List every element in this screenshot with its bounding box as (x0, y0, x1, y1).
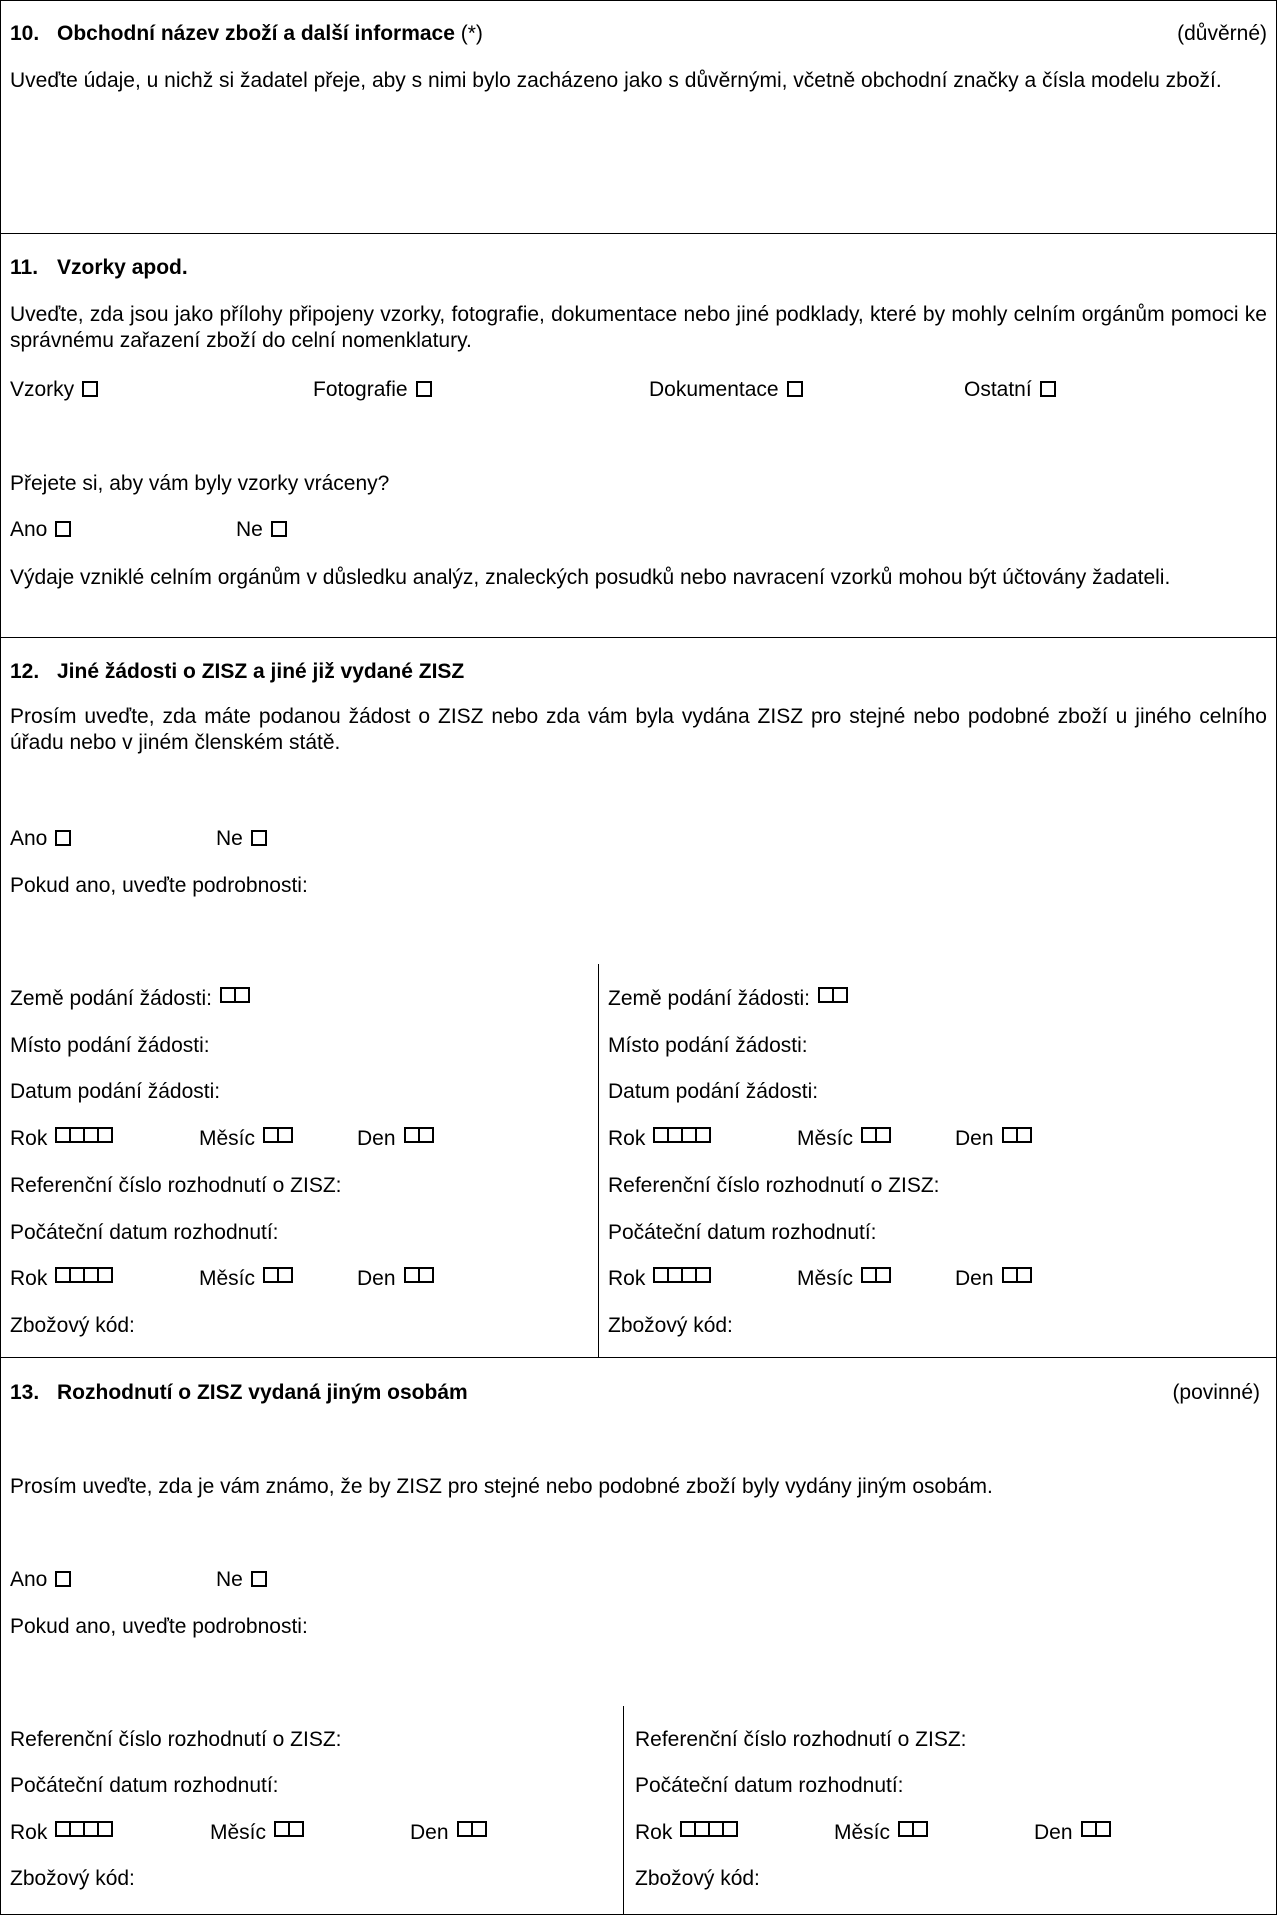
return-yes-checkbox[interactable] (55, 521, 71, 537)
section-13-title: Rozhodnutí o ZISZ vydaná jiným osobám (57, 1381, 468, 1404)
s12-left-start-year (10, 1266, 111, 1292)
s12-left-date-year (10, 1126, 111, 1152)
month-boxes[interactable] (861, 1127, 889, 1145)
day-label: Den (955, 1127, 994, 1150)
month-boxes[interactable] (898, 1821, 926, 1839)
s12-left-date-day (357, 1126, 432, 1152)
return-yes-option (10, 517, 71, 543)
costs-note: Výdaje vzniklé celním orgánům v důsledku analýz, znaleckých posudků nebo navracení vzorků mohou být účtovány žadateli. (10, 566, 1171, 589)
s13-yes-label: Ano (10, 1568, 48, 1591)
section-10-text: Uveďte údaje, u nichž si žadatel přeje, aby s nimi bylo zacházeno jako s důvěrnými, včetně obchodní značky a čísla modelu zboží. (10, 69, 1222, 92)
section-10-asterisk: (*) (460, 22, 483, 45)
section-10-tag: (důvěrné) (1177, 22, 1267, 45)
samples-option (10, 377, 98, 403)
country-code-boxes[interactable] (220, 987, 248, 1005)
other-checkbox[interactable] (1040, 381, 1056, 397)
s12-left-date: Datum podání žádosti: (10, 1080, 221, 1103)
docs-option (649, 377, 803, 403)
s12-right-place: Místo podání žádosti: (608, 1034, 808, 1057)
day-boxes[interactable] (1002, 1127, 1030, 1145)
year-boxes[interactable] (55, 1267, 111, 1285)
year-boxes[interactable] (55, 1821, 111, 1839)
return-no-checkbox[interactable] (271, 521, 287, 537)
s12-no-label: Ne (216, 827, 243, 850)
s12-left-date-month (199, 1126, 291, 1152)
section-10-title: Obchodní název zboží a další informace (57, 22, 455, 45)
s12-right-start: Počáteční datum rozhodnutí: (608, 1221, 877, 1244)
s12-right-date: Datum podání žádosti: (608, 1080, 819, 1103)
s12-right-date-month (797, 1126, 889, 1152)
s13-right-code: Zbožový kód: (635, 1867, 760, 1890)
other-option (964, 377, 1056, 403)
s12-right-country (608, 986, 846, 1012)
s13-left-start: Počáteční datum rozhodnutí: (10, 1774, 279, 1797)
s13-left-year (10, 1820, 111, 1846)
s12-right-start-year (608, 1266, 709, 1292)
divider-12 (0, 637, 1277, 638)
year-boxes[interactable] (680, 1821, 736, 1839)
day-boxes[interactable] (404, 1267, 432, 1285)
s12-yes-label: Ano (10, 827, 48, 850)
section-11-title: Vzorky apod. (57, 256, 188, 279)
section-13-text: Prosím uveďte, zda je vám známo, že by ZISZ pro stejné nebo podobné zboží byly vydány jiným osobám. (10, 1475, 993, 1498)
section-11-number: 11. (10, 256, 39, 279)
s12-left-place: Místo podání žádosti: (10, 1034, 210, 1057)
docs-checkbox[interactable] (787, 381, 803, 397)
s12-left-code: Zbožový kód: (10, 1314, 135, 1337)
day-boxes[interactable] (1002, 1267, 1030, 1285)
country-label: Země podání žádosti: (608, 987, 810, 1010)
month-label: Měsíc (797, 1127, 854, 1150)
s12-left-start-month (199, 1266, 291, 1292)
month-boxes[interactable] (263, 1127, 291, 1145)
s12-right-date-year (608, 1126, 709, 1152)
day-boxes[interactable] (404, 1127, 432, 1145)
s13-no-option (216, 1567, 267, 1593)
s12-yes-option (10, 826, 71, 852)
month-boxes[interactable] (263, 1267, 291, 1285)
day-label: Den (1034, 1821, 1073, 1844)
day-label: Den (410, 1821, 449, 1844)
month-label: Měsíc (797, 1267, 854, 1290)
s12-no-option (216, 826, 267, 852)
year-label: Rok (608, 1267, 646, 1290)
return-yes-label: Ano (10, 518, 48, 541)
photos-checkbox[interactable] (416, 381, 432, 397)
section-11-text: Uveďte, zda jsou jako přílohy připojeny vzorky, fotografie, dokumentace nebo jiné podklady, které by mohly celním orgánům pomoci ke správnému zařazení zboží do celní nomenklatury. (10, 303, 1267, 352)
day-label: Den (955, 1267, 994, 1290)
return-no-option (236, 517, 287, 543)
s12-right-start-month (797, 1266, 889, 1292)
samples-label: Vzorky (10, 378, 75, 401)
section-13-tag: (povinné) (1172, 1381, 1260, 1404)
month-label: Měsíc (834, 1821, 891, 1844)
s13-left-ref: Referenční číslo rozhodnutí o ZISZ: (10, 1728, 342, 1751)
s13-left-day (410, 1820, 485, 1846)
divider-13-columns (623, 1706, 624, 1915)
month-label: Měsíc (199, 1267, 256, 1290)
s13-right-month (834, 1820, 926, 1846)
divider-11 (0, 233, 1277, 234)
s13-no-label: Ne (216, 1568, 243, 1591)
s12-left-country (10, 986, 248, 1012)
s13-right-ref: Referenční číslo rozhodnutí o ZISZ: (635, 1728, 967, 1751)
s13-right-year (635, 1820, 736, 1846)
divider-13 (0, 1357, 1277, 1358)
s12-yes-checkbox[interactable] (55, 830, 71, 846)
s12-right-start-day (955, 1266, 1030, 1292)
s12-right-date-day (955, 1126, 1030, 1152)
section-10-heading (57, 21, 483, 47)
year-boxes[interactable] (653, 1127, 709, 1145)
s12-right-ref: Referenční číslo rozhodnutí o ZISZ: (608, 1174, 940, 1197)
section-13-number: 13. (10, 1381, 40, 1404)
s12-left-start-day (357, 1266, 432, 1292)
s13-no-checkbox[interactable] (251, 1571, 267, 1587)
samples-checkbox[interactable] (82, 381, 98, 397)
return-question: Přejete si, aby vám byly vzorky vráceny? (10, 472, 390, 495)
year-label: Rok (608, 1127, 646, 1150)
day-boxes[interactable] (457, 1821, 485, 1839)
photos-label: Fotografie (313, 378, 408, 401)
s13-yes-option (10, 1567, 71, 1593)
s13-left-code: Zbožový kód: (10, 1867, 135, 1890)
s12-right-code: Zbožový kód: (608, 1314, 733, 1337)
s13-left-month (210, 1820, 302, 1846)
s13-right-start: Počáteční datum rozhodnutí: (635, 1774, 904, 1797)
month-label: Měsíc (199, 1127, 256, 1150)
year-label: Rok (10, 1127, 48, 1150)
month-boxes[interactable] (274, 1821, 302, 1839)
return-no-label: Ne (236, 518, 263, 541)
month-boxes[interactable] (861, 1267, 889, 1285)
s12-left-ref: Referenční číslo rozhodnutí o ZISZ: (10, 1174, 342, 1197)
section-12-text: Prosím uveďte, zda máte podanou žádost o ZISZ nebo zda vám byla vydána ZISZ pro stejné nebo podobné zboží u jiného celního úřadu nebo v jiném členském státě. (10, 705, 1267, 754)
section-12-title: Jiné žádosti o ZISZ a jiné již vydané ZISZ (57, 660, 465, 683)
day-boxes[interactable] (1081, 1821, 1109, 1839)
country-label: Země podání žádosti: (10, 987, 212, 1010)
s12-no-checkbox[interactable] (251, 830, 267, 846)
year-label: Rok (10, 1267, 48, 1290)
year-label: Rok (10, 1821, 48, 1844)
year-label: Rok (635, 1821, 673, 1844)
year-boxes[interactable] (55, 1127, 111, 1145)
day-label: Den (357, 1267, 396, 1290)
docs-label: Dokumentace (649, 378, 779, 401)
s12-left-start: Počáteční datum rozhodnutí: (10, 1221, 279, 1244)
other-label: Ostatní (964, 378, 1032, 401)
country-code-boxes[interactable] (818, 987, 846, 1005)
year-boxes[interactable] (653, 1267, 709, 1285)
section-12-number: 12. (10, 660, 40, 683)
s13-details-label: Pokud ano, uveďte podrobnosti: (10, 1615, 308, 1638)
section-10-number: 10. (10, 22, 40, 45)
s13-right-day (1034, 1820, 1109, 1846)
divider-12-columns (598, 964, 599, 1357)
s13-yes-checkbox[interactable] (55, 1571, 71, 1587)
photos-option (313, 377, 432, 403)
day-label: Den (357, 1127, 396, 1150)
s12-details-label: Pokud ano, uveďte podrobnosti: (10, 874, 308, 897)
month-label: Měsíc (210, 1821, 267, 1844)
